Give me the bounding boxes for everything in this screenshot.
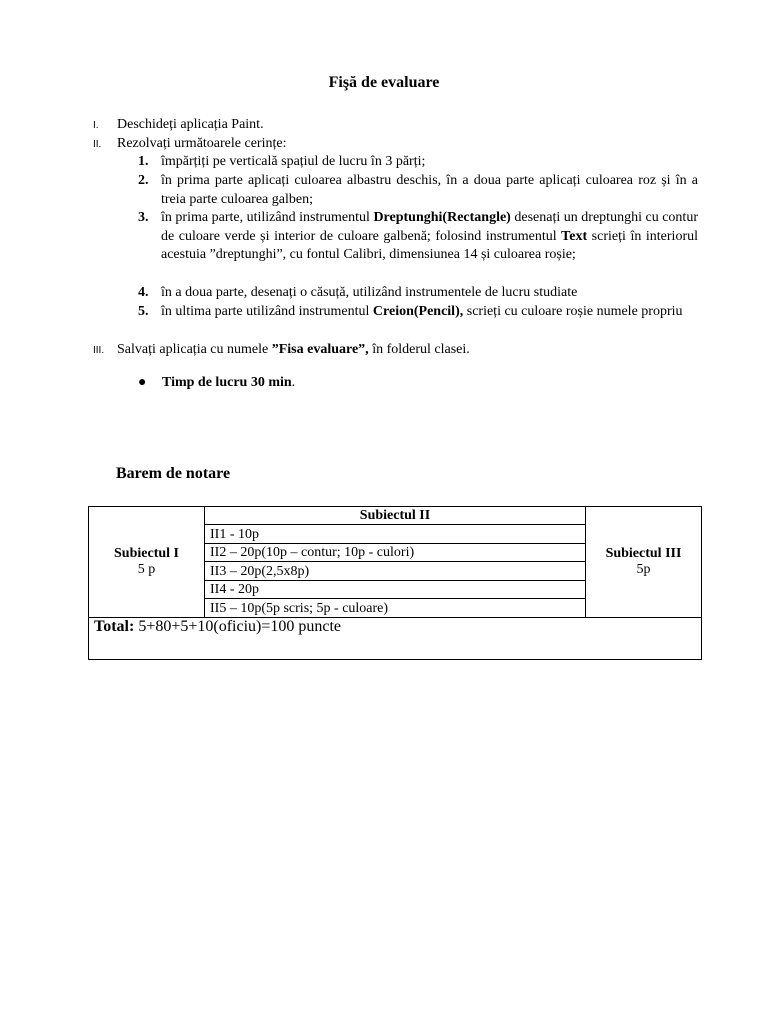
grading-table — [88, 506, 702, 660]
table-row: II2 – 20p(10p – contur; 10p - culori) — [205, 543, 586, 561]
section-number: I. — [93, 120, 99, 131]
grading-heading: Barem de notare — [116, 465, 231, 482]
section-text: Deschideți aplicația Paint. — [117, 117, 264, 132]
subject-1-points: 5 p — [137, 561, 156, 577]
bullet-icon: ● — [138, 375, 147, 390]
task-text: în prima parte, utilizând instrumentul Dreptunghi(Rectangle) desenați un dreptunghi cu contur de culoare verde și interior de culoare galbenă; folosind instrumentul Text scrieți în interiorul acestuia ”dreptunghi”, cu fontul Calibri, dimensiunea 14 și culoarea roșie; — [161, 210, 698, 262]
time-limit-text: Timp de lucru 30 min — [162, 375, 292, 390]
table-row: II5 – 10p(5p scris; 5p - culoare) — [205, 599, 586, 617]
task-text: împărțiți pe verticală spațiul de lucru în 3 părți; — [161, 154, 426, 169]
task-number: 1. — [138, 154, 149, 169]
section-3 — [93, 340, 470, 360]
task-text: în prima parte aplicați culoarea albastru deschis, în a doua parte aplicați culoarea roz și în a treia parte culoarea galben; — [161, 173, 698, 207]
task-item-4 — [138, 284, 698, 303]
section-1 — [93, 115, 264, 135]
subject-3-cell — [586, 507, 702, 618]
section-2 — [93, 134, 286, 154]
table-row: II3 – 20p(2,5x8p) — [205, 562, 586, 580]
subject-3-points: 5p — [636, 561, 651, 577]
task-number: 2. — [138, 173, 149, 188]
total-cell — [89, 617, 702, 659]
subject-1-label: Subiectul I — [114, 545, 179, 561]
table-row: II4 - 20p — [205, 580, 586, 598]
page-title: Fişă de evaluare — [328, 74, 440, 91]
task-text: în ultima parte utilizând instrumentul Creion(Pencil), scrieți cu culoare roșie numele propriu — [161, 304, 683, 319]
section-text: Rezolvați următoarele cerințe: — [117, 136, 287, 151]
subject-1-cell — [89, 507, 205, 618]
section-number: III. — [93, 345, 105, 356]
total-label: Total: — [94, 617, 135, 635]
table-row: II1 - 10p — [205, 525, 586, 543]
task-number: 4. — [138, 285, 149, 300]
subject-2-label: Subiectul II — [205, 507, 586, 525]
task-item-2 — [138, 172, 698, 209]
total-value: 5+80+5+10(oficiu)=100 puncte — [134, 617, 342, 635]
task-text: în a doua parte, desenați o căsuță, utilizând instrumentele de lucru studiate — [161, 285, 578, 300]
task-item-5 — [138, 303, 698, 322]
subject-3-label: Subiectul III — [605, 545, 682, 561]
section-text: Salvați aplicația cu numele ”Fisa evaluare”, în folderul clasei. — [117, 342, 470, 357]
task-item-3 — [138, 209, 698, 265]
task-number: 5. — [138, 304, 149, 319]
section-number: II. — [93, 139, 102, 150]
time-limit-bullet: ● Timp de lucru 30 min. — [138, 375, 296, 390]
task-number: 3. — [138, 210, 149, 225]
task-item-1 — [138, 153, 698, 172]
